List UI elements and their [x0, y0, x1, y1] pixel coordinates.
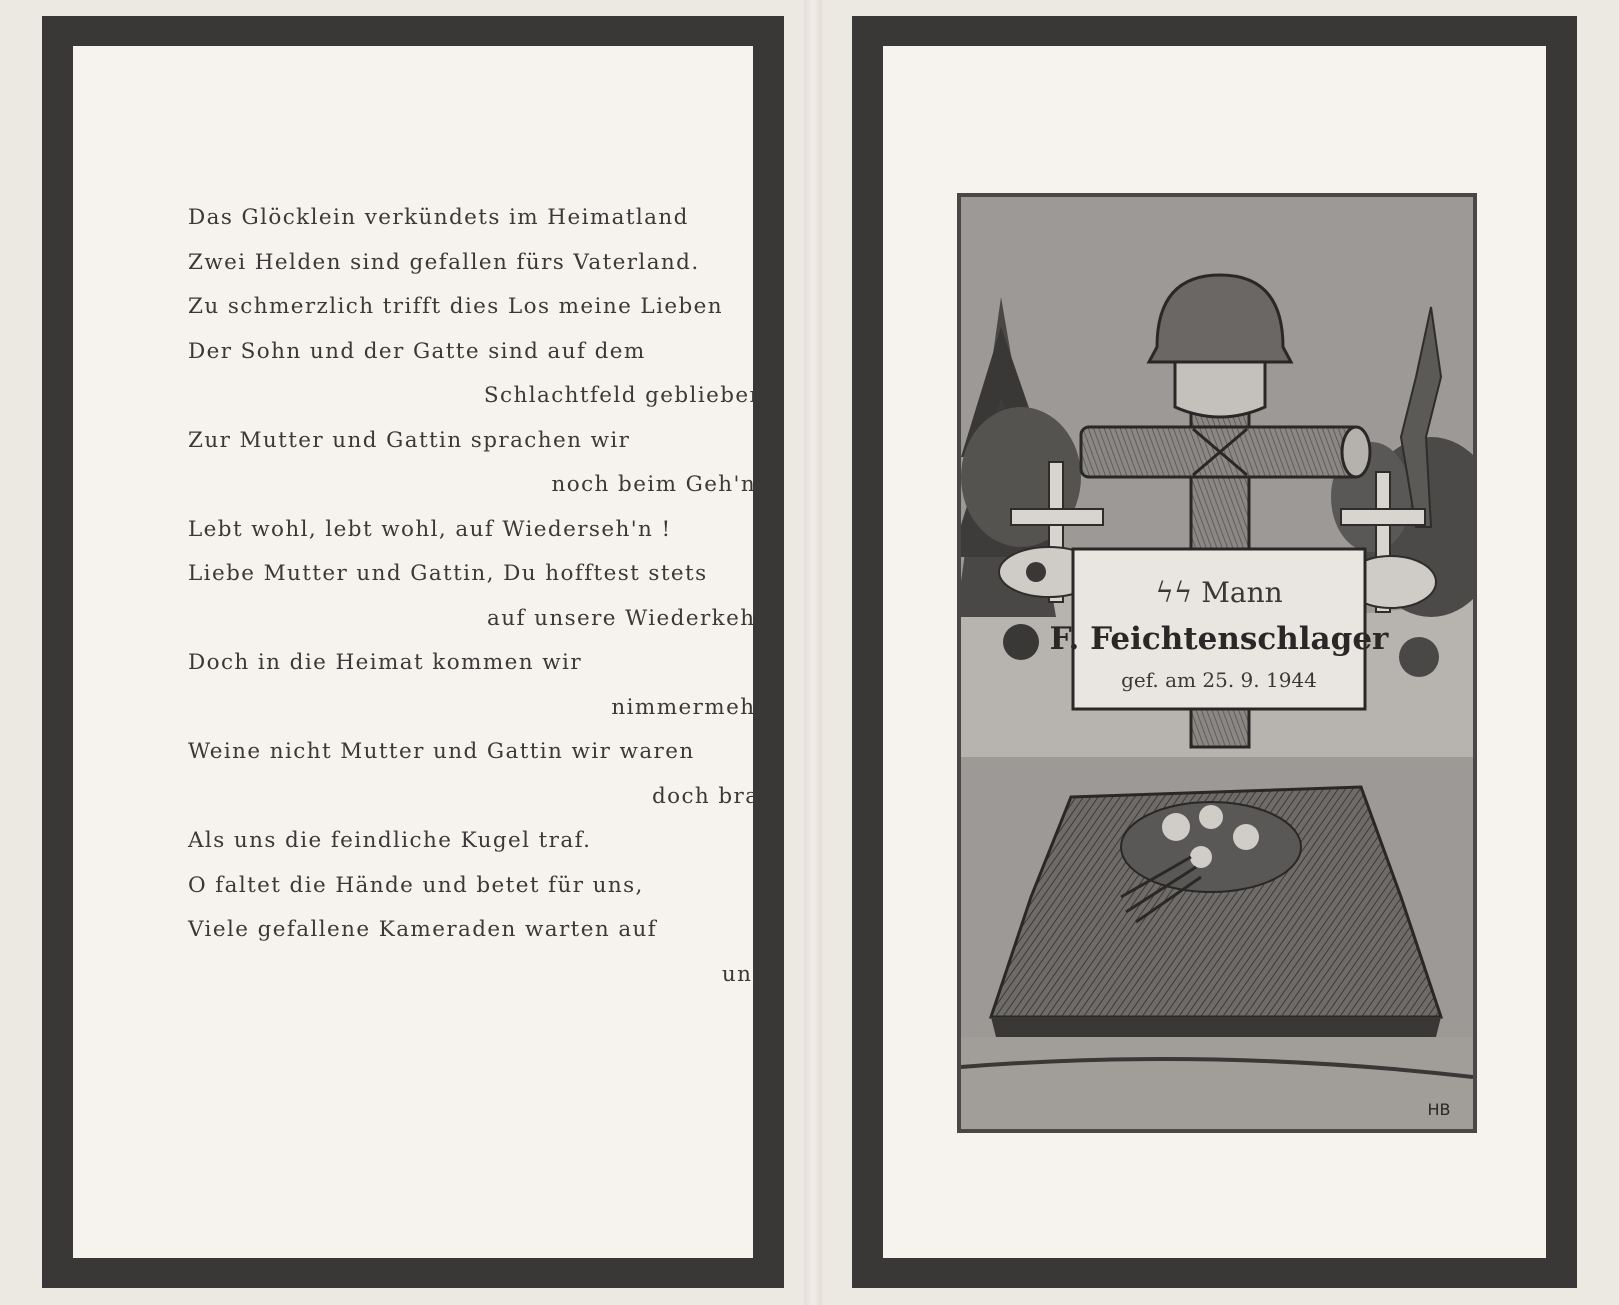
artist-monogram: HB: [1427, 1100, 1451, 1119]
plaque-date: gef. am 25. 9. 1944: [1121, 668, 1317, 692]
main-cross-bar: [1081, 427, 1370, 477]
poem-line: O faltet die Hände und betet für uns,: [188, 872, 644, 898]
flower-clump: [1399, 637, 1439, 677]
poem-line: Liebe Mutter und Gattin, Du hofftest stets: [188, 561, 708, 586]
plaque-name: F. Feichtenschlager: [1049, 621, 1389, 657]
left-card-page: [73, 46, 773, 1258]
poem-line: Zwei Helden sind gefallen fürs Vaterland.: [188, 249, 700, 275]
card-fold: [804, 0, 822, 1305]
plaque-rank: ϟϟ Mann: [1155, 576, 1283, 609]
poem-line: noch beim Geh'n :: [551, 472, 773, 497]
poem-line: auf unsere Wiederkehr,: [487, 605, 773, 631]
poem-line: Der Sohn und der Gatte sind auf dem: [188, 338, 646, 364]
grave-illustration: [957, 193, 1477, 1133]
left-card-border: [42, 16, 784, 1288]
right-card-page: [883, 46, 1546, 1258]
poem-line: Zur Mutter und Gattin sprachen wir: [188, 427, 631, 453]
flower-clump: [1003, 624, 1039, 660]
poem-line: Lebt wohl, lebt wohl, auf Wiederseh'n !: [188, 516, 672, 542]
memorial-poem: [188, 196, 773, 997]
poem-line: Als uns die feindliche Kugel traf.: [188, 828, 592, 853]
grave-drawing: [961, 197, 1473, 1129]
poem-line: nimmermehr.: [611, 694, 773, 720]
right-card-border: [852, 16, 1577, 1288]
poem-line: Das Glöcklein verkündets im Heimatland: [188, 205, 689, 230]
poem-line: Schlachtfeld geblieben.: [483, 383, 773, 408]
poem-line: Doch in die Heimat kommen wir: [188, 650, 582, 675]
poem-line: uns.: [721, 961, 773, 987]
poem-line: Weine nicht Mutter und Gattin wir waren: [188, 739, 695, 764]
poem-line: Zu schmerzlich trifft dies Los meine Lieben: [188, 294, 724, 319]
poem-line: doch brav: [651, 783, 773, 809]
poem-line: Viele gefallene Kameraden warten auf: [188, 917, 658, 942]
